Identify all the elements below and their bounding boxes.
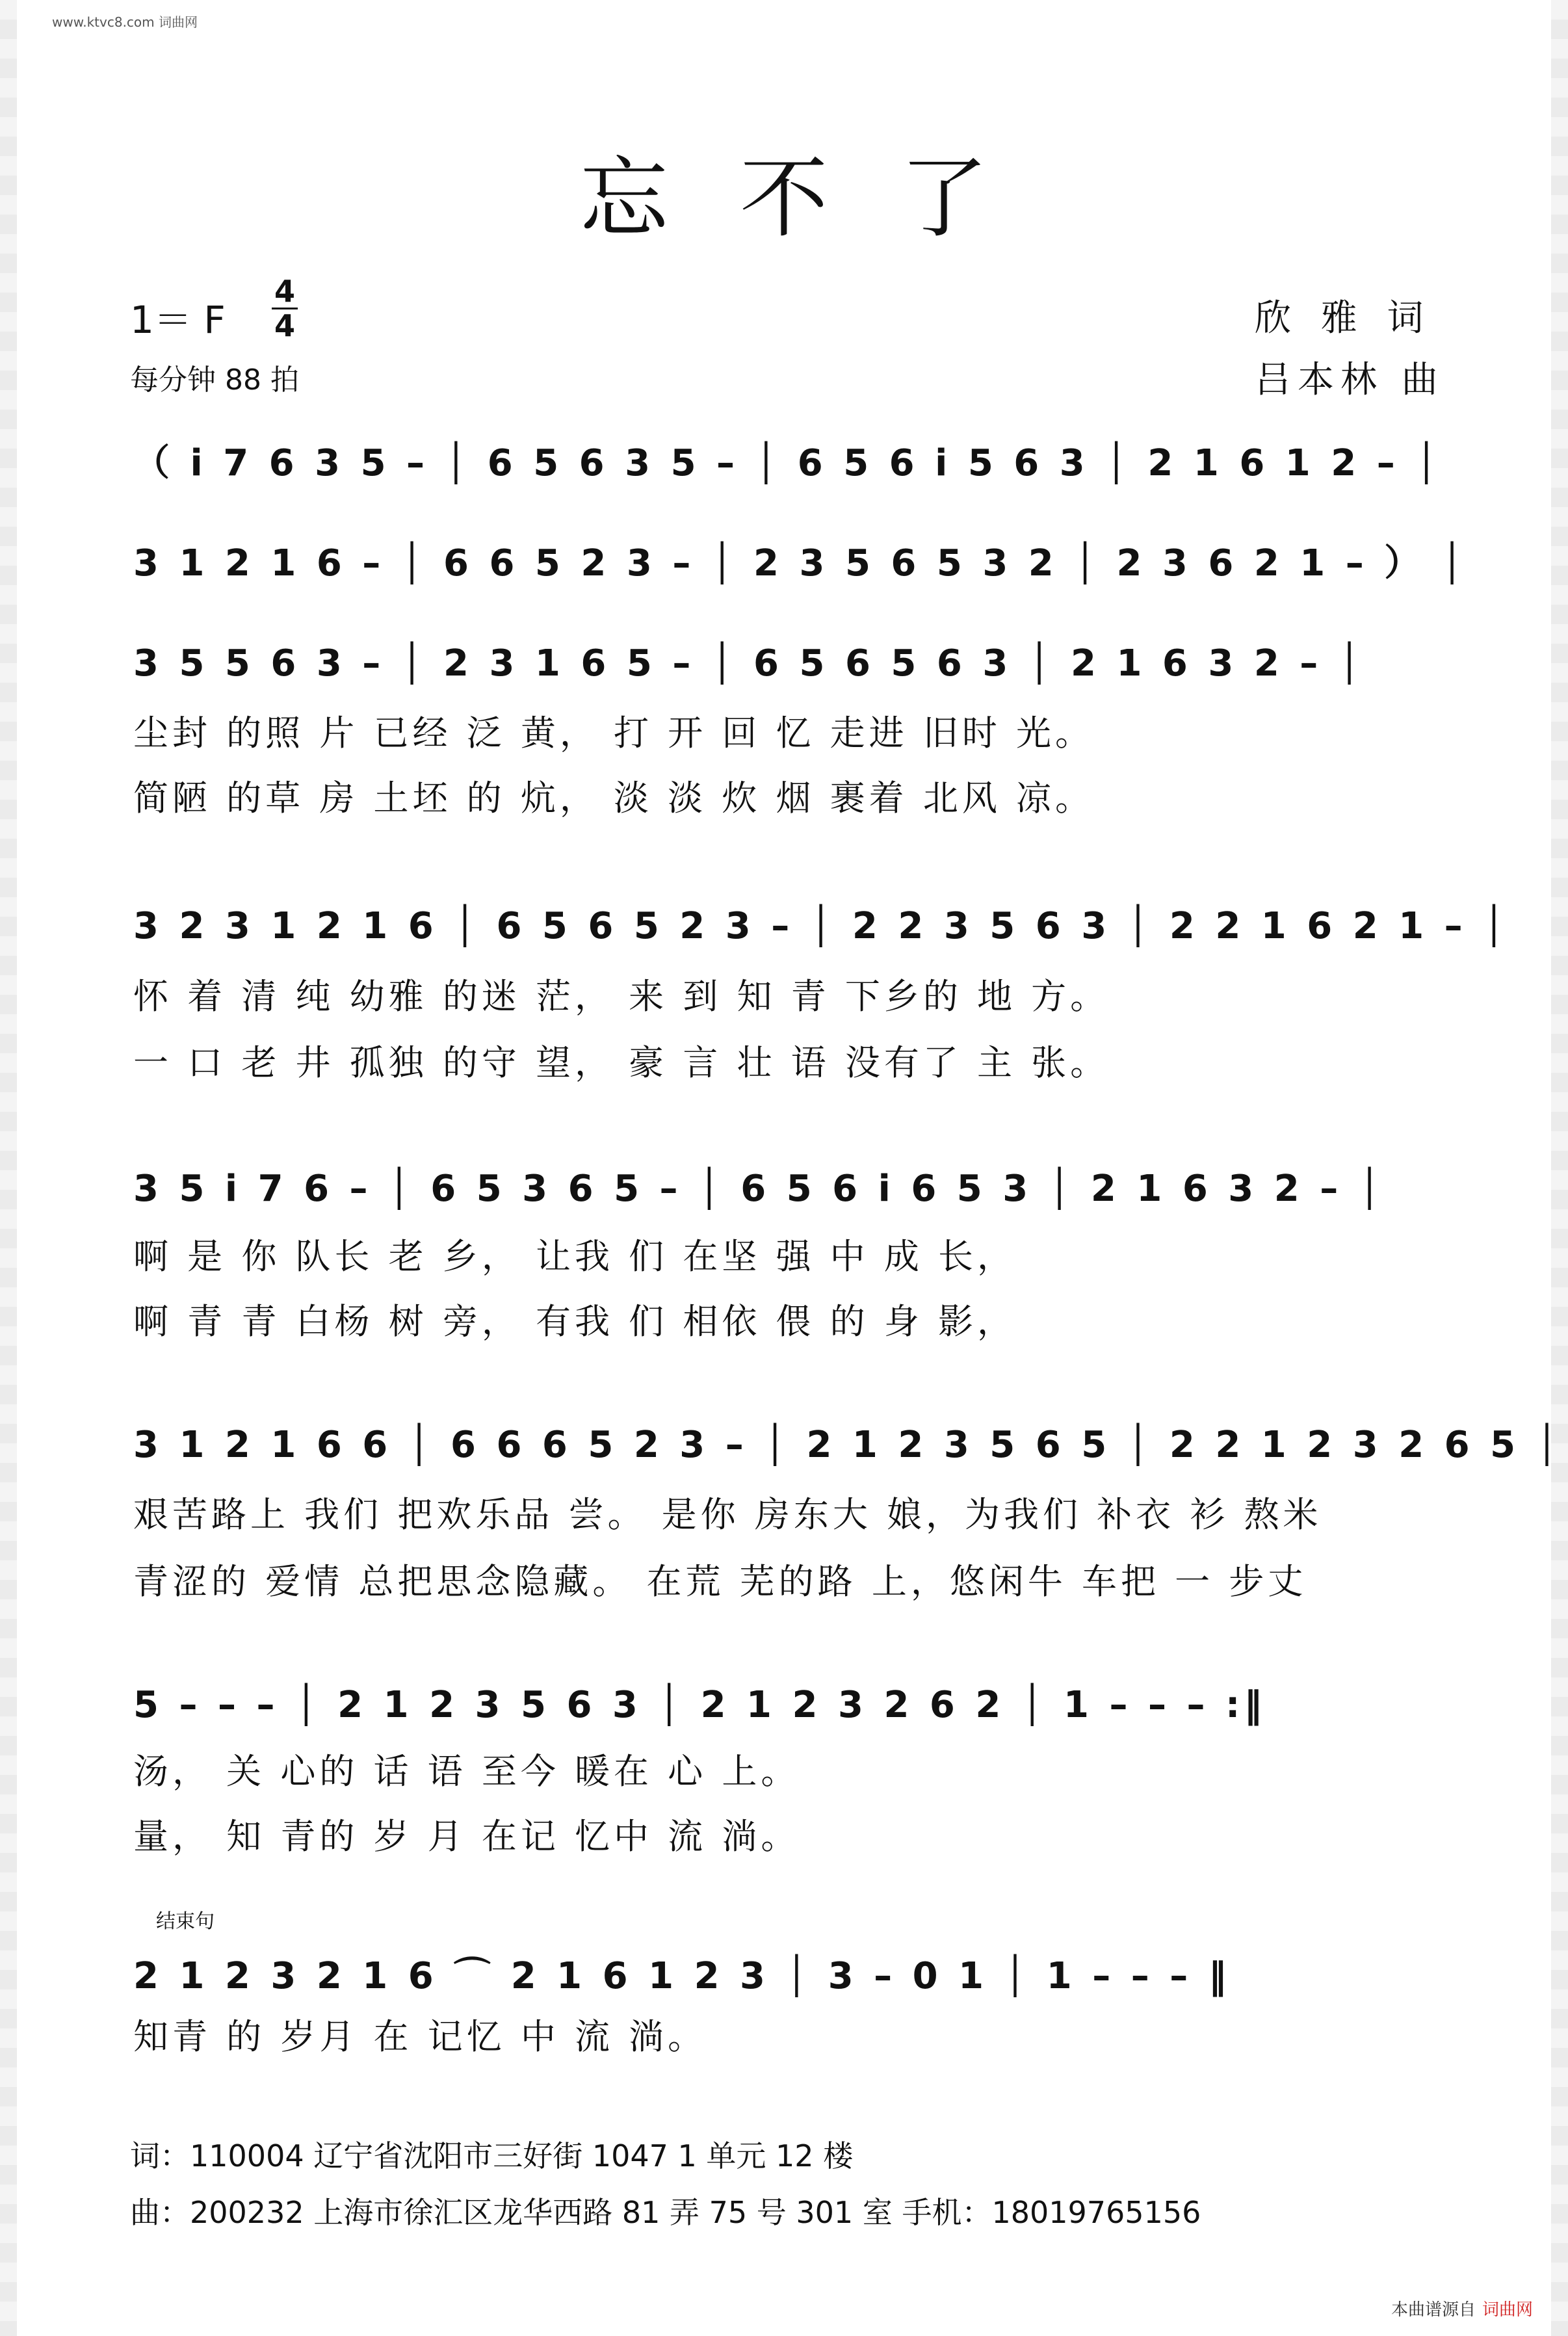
right-border-strip <box>1551 0 1568 2336</box>
notation-line: 5 – – – │ 2 1 2 3 5 6 3 │ 2 1 2 3 2 6 2 │ 1 – – – :‖ <box>133 1684 1266 1726</box>
left-border-strip <box>0 0 17 2336</box>
lyric-verse-2: 简陋 的草 房 土坯 的 炕， 淡 淡 炊 烟 裹着 北风 凉。 <box>133 778 1094 819</box>
tempo-mark: 每分钟 88 拍 <box>130 363 299 397</box>
composer-credit: 吕本林 曲 <box>1255 359 1444 401</box>
notation-line: 3 5 i 7 6 – │ 6 5 3 6 5 – │ 6 5 6 i 6 5 3 │ 2 1 6 3 2 – │ <box>133 1168 1385 1210</box>
lyric-verse-1: 汤， 关 心的 话 语 至今 暖在 心 上。 <box>133 1751 800 1792</box>
time-denominator: 4 <box>274 308 295 343</box>
lyric-verse-1: 尘封 的照 片 已经 泛 黄， 打 开 回 忆 走进 旧时 光。 <box>133 713 1094 754</box>
lyric-verse-2: 青涩的 爱情 总把思念隐藏。 在荒 芜的路 上，悠闲牛 车把 一 步丈 <box>133 1561 1307 1602</box>
site-watermark: www.ktvc8.com 词曲网 <box>52 14 198 30</box>
ending-label: 结束句 <box>156 1910 215 1933</box>
time-signature <box>272 276 298 341</box>
notation-line: 3 5 5 6 3 – │ 2 3 1 6 5 – │ 6 5 6 5 6 3 │ 2 1 6 3 2 – │ <box>133 642 1365 685</box>
composer-address: 曲：200232 上海市徐汇区龙华西路 81 弄 75 号 301 室 手机：18019765156 <box>130 2195 1201 2230</box>
page-title: 忘不了 <box>580 148 1060 250</box>
source-note <box>1391 2296 1533 2320</box>
key-signature: 1＝ F <box>130 298 226 342</box>
lyric-verse-2: 啊 青 青 白杨 树 旁， 有我 们 相依 偎 的 身 影， <box>133 1301 1016 1342</box>
lyric-verse-1: 啊 是 你 队长 老 乡， 让我 们 在坚 强 中 成 长， <box>133 1236 1016 1277</box>
lyricist-address: 词：110004 辽宁省沈阳市三好街 1047 1 单元 12 楼 <box>130 2138 854 2173</box>
time-numerator: 4 <box>274 274 295 309</box>
lyric-verse-2: 量， 知 青的 岁 月 在记 忆中 流 淌。 <box>133 1816 800 1857</box>
notation-line: 3 1 2 1 6 6 │ 6 6 6 5 2 3 – │ 2 1 2 3 5 6 5 │ 2 2 1 2 3 2 6 5 │ <box>133 1424 1562 1466</box>
lyric-verse-2: 一 口 老 井 孤独 的守 望， 豪 言 壮 语 没有了 主 张。 <box>133 1042 1110 1083</box>
notation-line: 2 1 2 3 2 1 6 ⌒ 2 1 6 1 2 3 │ 3 – 0 1 │ 1 – – – ‖ <box>133 1955 1231 1997</box>
lyricist-credit: 欣 雅 词 <box>1255 297 1433 339</box>
lyric-verse-1: 怀 着 清 纯 幼雅 的迷 茫， 来 到 知 青 下乡的 地 方。 <box>133 976 1110 1017</box>
lyric-verse-1: 艰苦路上 我们 把欢乐品 尝。 是你 房东大 娘，为我们 补衣 衫 熬米 <box>133 1494 1322 1535</box>
source-text: 本曲谱源自 <box>1391 2300 1476 2320</box>
source-brand[interactable]: 词曲网 <box>1482 2300 1534 2320</box>
notation-line: 3 2 3 1 2 1 6 │ 6 5 6 5 2 3 – │ 2 2 3 5 6 3 │ 2 2 1 6 2 1 – │ <box>133 905 1509 947</box>
notation-line: （ i 7 6 3 5 – │ 6 5 6 3 5 – │ 6 5 6 i 5 6 3 │ 2 1 6 1 2 – │ <box>133 442 1441 484</box>
lyric-ending: 知青 的 岁月 在 记忆 中 流 淌。 <box>133 2016 707 2057</box>
notation-line: 3 1 2 1 6 – │ 6 6 5 2 3 – │ 2 3 5 6 5 3 2 │ 2 3 6 2 1 – ） │ <box>133 542 1467 584</box>
